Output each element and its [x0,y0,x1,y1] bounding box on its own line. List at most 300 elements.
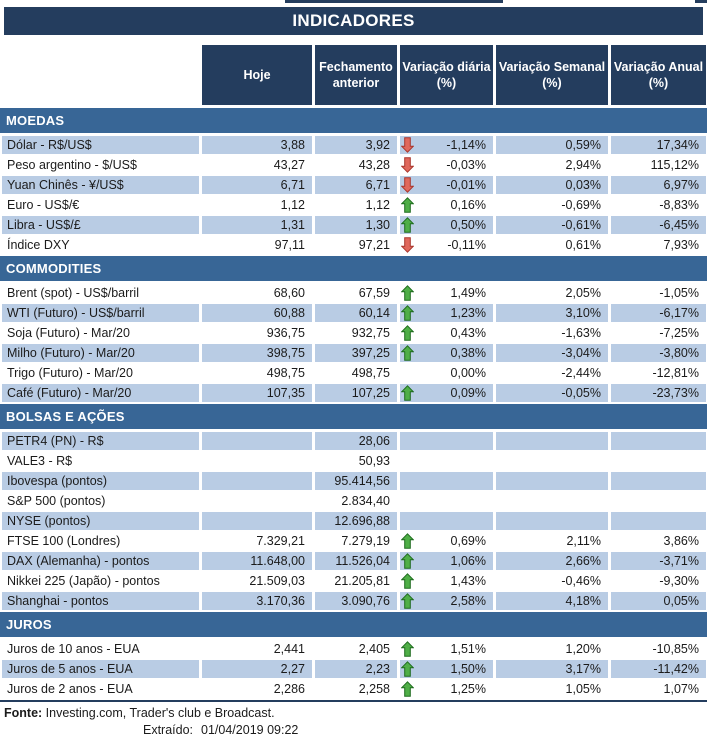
table-row [0,532,707,550]
hoje-cell [202,592,312,610]
cell-value: -11,42% [653,662,699,676]
up-arrow-icon [401,553,414,569]
table-row [0,136,707,154]
cell-value: 936,75 [266,326,305,340]
variacao-semanal-cell [496,344,608,362]
variacao-semanal-cell [496,552,608,570]
cell-value: -10,85% [652,642,699,656]
cell-value: -3,80% [659,346,699,360]
cell-value: -6,45% [659,218,699,232]
cell-value: 3,86% [663,534,699,548]
variacao-diaria-cell [400,592,493,610]
variacao-semanal-cell [496,680,608,698]
fechamento-anterior-cell [315,136,397,154]
variacao-semanal-cell [496,572,608,590]
cell-value: 11.648,00 [250,554,305,568]
variacao-diaria-cell [400,284,493,302]
variacao-semanal-cell [496,236,608,254]
hoje-cell [202,492,312,510]
variacao-semanal-cell [496,216,608,234]
cell-value: -0,01% [446,178,486,192]
fechamento-anterior-cell [315,156,397,174]
fechamento-anterior-cell [315,572,397,590]
row-label: Nikkei 225 (Japão) - pontos [7,574,160,588]
cell-value: 2,94% [565,158,601,172]
up-arrow-icon [401,681,414,697]
cell-value: 0,50% [450,218,486,232]
cell-value: 1,07% [663,682,699,696]
variacao-diaria-cell [400,492,493,510]
variacao-semanal-cell [496,384,608,402]
row-label: Trigo (Futuro) - Mar/20 [7,366,133,380]
variacao-anual-cell [611,472,706,490]
cell-value: 3.090,76 [341,594,390,608]
cell-value: 21.509,03 [249,574,305,588]
hoje-cell [202,196,312,214]
cell-value: 107,35 [266,386,305,400]
hoje-cell [202,432,312,450]
cell-value: 1,05% [565,682,601,696]
table-row [0,432,707,450]
column-header-hoje: Hoje [202,45,312,105]
cell-value: 43,27 [273,158,305,172]
variacao-diaria-cell [400,324,493,342]
variacao-semanal-cell [496,472,608,490]
table-row [0,472,707,490]
cell-value: 28,06 [358,434,390,448]
hoje-cell [202,304,312,322]
row-label: WTI (Futuro) - US$/barril [2,304,199,322]
cell-value: 68,60 [273,286,305,300]
fechamento-anterior-cell [315,532,397,550]
hoje-cell [202,532,312,550]
cell-value: 1,06% [450,554,486,568]
fechamento-anterior-cell [315,552,397,570]
cell-value: 107,25 [351,386,390,400]
hoje-cell [202,472,312,490]
row-label: Libra - US$/£ [2,216,199,234]
variacao-semanal-cell [496,660,608,678]
variacao-diaria-cell [400,512,493,530]
up-arrow-icon [401,217,414,233]
cell-value: 1,12 [365,198,390,212]
cell-value: 1,31 [280,218,305,232]
column-header-variacao-anual: Variação Anual (%) [611,45,706,105]
section-header-moedas: MOEDAS [0,108,707,133]
hoje-cell [202,136,312,154]
fechamento-anterior-cell [315,284,397,302]
table-row [0,552,707,570]
cell-value: 0,59% [565,138,601,152]
cell-value: -9,30% [659,574,699,588]
hoje-cell [202,216,312,234]
variacao-diaria-cell [400,660,493,678]
variacao-anual-cell [611,364,706,382]
cell-value: 1,43% [450,574,486,588]
cell-value: 11.526,04 [335,554,390,568]
table-row [0,236,707,254]
variacao-anual-cell [611,304,706,322]
variacao-anual-cell [611,324,706,342]
variacao-diaria-cell [400,680,493,698]
cell-value: 67,59 [358,286,390,300]
variacao-diaria-cell [400,136,493,154]
hoje-cell [202,324,312,342]
fechamento-anterior-cell [315,472,397,490]
column-header-row [0,45,707,105]
down-arrow-icon [401,177,414,193]
column-header-variacao-semanal: Variação Semanal (%) [496,45,608,105]
column-header-variacao-diaria: Variação diária (%) [400,45,493,105]
cell-value: 1,25% [450,682,486,696]
hoje-cell [202,660,312,678]
cell-value: 21.205,81 [334,574,390,588]
down-arrow-icon [401,137,414,153]
variacao-anual-cell [611,176,706,194]
variacao-anual-cell [611,432,706,450]
table-row [0,680,707,698]
hoje-cell [202,640,312,658]
fechamento-anterior-cell [315,196,397,214]
source-label: Fonte: [4,706,43,720]
variacao-semanal-cell [496,532,608,550]
variacao-semanal-cell [496,452,608,470]
cell-value: 3.170,36 [256,594,305,608]
variacao-semanal-cell [496,196,608,214]
table-row [0,304,707,322]
cell-value: 1,30 [365,218,390,232]
cell-value: 2,258 [358,682,390,696]
down-arrow-icon [401,237,414,253]
table-row [0,592,707,610]
table-row [0,284,707,302]
table-row [0,572,707,590]
row-label: Juros de 2 anos - EUA [7,682,133,696]
fechamento-anterior-cell [315,432,397,450]
cell-value: 6,71 [280,178,305,192]
fechamento-anterior-cell [315,512,397,530]
cell-value: 1,20% [565,642,601,656]
cell-value: 50,93 [358,454,390,468]
cell-value: 7.279,19 [341,534,390,548]
variacao-anual-cell [611,492,706,510]
variacao-semanal-cell [496,304,608,322]
variacao-semanal-cell [496,176,608,194]
down-arrow-icon [401,157,414,173]
variacao-diaria-cell [400,452,493,470]
variacao-anual-cell [611,156,706,174]
hoje-cell [202,572,312,590]
cell-value: -0,61% [561,218,601,232]
variacao-anual-cell [611,640,706,658]
row-label: Café (Futuro) - Mar/20 [2,384,199,402]
variacao-diaria-cell [400,572,493,590]
variacao-anual-cell [611,660,706,678]
fechamento-anterior-cell [315,492,397,510]
variacao-diaria-cell [400,344,493,362]
cell-value: -0,03% [446,158,486,172]
fechamento-anterior-cell [315,216,397,234]
row-label: DAX (Alemanha) - pontos [2,552,199,570]
cell-value: 2,405 [358,642,390,656]
cell-value: 95.414,56 [334,474,390,488]
source-text: Investing.com, Trader's club e Broadcast. [42,706,275,720]
variacao-anual-cell [611,512,706,530]
cell-value: 0,05% [663,594,699,608]
cell-value: -6,17% [659,306,699,320]
footer [0,702,707,737]
cell-value: 4,18% [565,594,601,608]
variacao-semanal-cell [496,592,608,610]
hoje-cell [202,236,312,254]
up-arrow-icon [401,345,414,361]
table-row [0,512,707,530]
cell-value: 498,75 [351,366,390,380]
hoje-cell [202,344,312,362]
extracted-line [143,723,707,737]
variacao-anual-cell [611,532,706,550]
cell-value: -0,46% [561,574,601,588]
hoje-cell [202,364,312,382]
cell-value: 97,11 [274,238,305,252]
variacao-diaria-cell [400,472,493,490]
cell-value: -12,81% [652,366,699,380]
cell-value: 3,92 [365,138,390,152]
cell-value: 6,97% [663,178,699,192]
fechamento-anterior-cell [315,660,397,678]
cell-value: 60,14 [358,306,390,320]
row-label: Brent (spot) - US$/barril [7,286,139,300]
table-row [0,156,707,174]
variacao-diaria-cell [400,176,493,194]
row-label: Milho (Futuro) - Mar/20 [2,344,199,362]
cell-value: -8,83% [659,198,699,212]
variacao-semanal-cell [496,512,608,530]
fechamento-anterior-cell [315,592,397,610]
variacao-anual-cell [611,216,706,234]
row-label: Dólar - R$/US$ [2,136,199,154]
cell-value: 12.696,88 [334,514,390,528]
indicators-table-body [0,108,707,698]
hoje-cell [202,552,312,570]
cell-value: 2.834,40 [341,494,390,508]
table-row [0,452,707,470]
column-header-fechamento: Fechamento anterior [315,45,397,105]
variacao-anual-cell [611,136,706,154]
cell-value: 3,88 [280,138,305,152]
table-row [0,324,707,342]
section-header-juros: JUROS [0,612,707,637]
up-arrow-icon [401,641,414,657]
table-row [0,384,707,402]
row-label: Ibovespa (pontos) [2,472,199,490]
cell-value: 2,11% [566,534,601,548]
row-label: NYSE (pontos) [2,512,199,530]
hoje-cell [202,156,312,174]
fechamento-anterior-cell [315,344,397,362]
variacao-semanal-cell [496,156,608,174]
cell-value: 932,75 [351,326,390,340]
cell-value: 1,49% [450,286,486,300]
cell-value: 2,286 [273,682,305,696]
table-row [0,216,707,234]
variacao-semanal-cell [496,284,608,302]
cell-value: -23,73% [652,386,699,400]
row-label: Euro - US$/€ [7,198,80,212]
cell-value: -2,44% [561,366,601,380]
header-spacer [2,45,199,105]
row-label: VALE3 - R$ [7,454,73,468]
cell-value: 7,93% [663,238,699,252]
cell-value: 0,43% [450,326,486,340]
row-label: Peso argentino - $/US$ [7,158,137,172]
cell-value: -0,11% [447,238,486,252]
cell-value: 1,12 [280,198,305,212]
cell-value: 7.329,21 [256,534,305,548]
up-arrow-icon [401,305,414,321]
page-title: INDICADORES [4,7,703,35]
table-row [0,344,707,362]
cell-value: 0,09% [450,386,486,400]
indicators-table [0,45,707,737]
cell-value: 60,88 [273,306,305,320]
variacao-anual-cell [611,196,706,214]
cell-value: 398,75 [266,346,305,360]
fechamento-anterior-cell [315,304,397,322]
variacao-anual-cell [611,572,706,590]
hoje-cell [202,384,312,402]
row-label: Índice DXY [7,238,70,252]
up-arrow-icon [401,385,414,401]
cell-value: 97,21 [358,238,390,252]
variacao-anual-cell [611,452,706,470]
cell-value: 17,34% [656,138,699,152]
up-arrow-icon [401,573,414,589]
cell-value: 2,27 [280,662,305,676]
cell-value: -1,63% [561,326,601,340]
variacao-semanal-cell [496,640,608,658]
fechamento-anterior-cell [315,176,397,194]
variacao-anual-cell [611,284,706,302]
cell-value: 2,441 [273,642,305,656]
cell-value: -1,05% [659,286,699,300]
variacao-anual-cell [611,552,706,570]
cell-value: 6,71 [365,178,390,192]
up-arrow-icon [401,533,414,549]
variacao-semanal-cell [496,364,608,382]
table-row [0,176,707,194]
variacao-diaria-cell [400,640,493,658]
cell-value: 3,10% [565,306,601,320]
variacao-diaria-cell [400,364,493,382]
cell-value: 43,28 [358,158,390,172]
cell-value: 115,12% [650,158,699,172]
cell-value: 2,66% [565,554,601,568]
fechamento-anterior-cell [315,384,397,402]
variacao-diaria-cell [400,304,493,322]
row-label: Juros de 10 anos - EUA [7,642,140,656]
cell-value: 1,50% [450,662,486,676]
cell-value: 2,23 [365,662,390,676]
fechamento-anterior-cell [315,640,397,658]
variacao-anual-cell [611,384,706,402]
up-arrow-icon [401,593,414,609]
variacao-diaria-cell [400,156,493,174]
table-row [0,492,707,510]
cell-value: 0,03% [565,178,601,192]
up-arrow-icon [401,197,414,213]
hoje-cell [202,176,312,194]
cell-value: 397,25 [351,346,390,360]
cell-value: 0,61% [565,238,601,252]
hoje-cell [202,680,312,698]
variacao-semanal-cell [496,492,608,510]
fechamento-anterior-cell [315,680,397,698]
fechamento-anterior-cell [315,364,397,382]
cell-value: 498,75 [266,366,305,380]
cell-value: 1,51% [450,642,486,656]
cell-value: -7,25% [659,326,699,340]
cell-value: -0,69% [561,198,601,212]
fechamento-anterior-cell [315,452,397,470]
section-header-bolsas-e-a-es: BOLSAS E AÇÕES [0,404,707,429]
cell-value: -3,04% [561,346,601,360]
cell-value: -3,71% [659,554,699,568]
row-label: PETR4 (PN) - R$ [2,432,199,450]
hoje-cell [202,512,312,530]
top-border-artifact-right [695,0,707,3]
hoje-cell [202,284,312,302]
cell-value: 2,58% [450,594,486,608]
fechamento-anterior-cell [315,236,397,254]
variacao-diaria-cell [400,552,493,570]
extracted-timestamp: 01/04/2019 09:22 [201,723,299,737]
extracted-label: Extraído: [143,723,194,737]
cell-value: 0,38% [450,346,486,360]
cell-value: 1,23% [450,306,486,320]
variacao-diaria-cell [400,196,493,214]
table-row [0,660,707,678]
row-label: FTSE 100 (Londres) [7,534,121,548]
row-label: Yuan Chinês - ¥/US$ [2,176,199,194]
cell-value: 0,69% [450,534,486,548]
cell-value: 0,16% [450,198,486,212]
variacao-diaria-cell [400,432,493,450]
variacao-anual-cell [611,680,706,698]
cell-value: 2,05% [565,286,601,300]
row-label: Soja (Futuro) - Mar/20 [7,326,130,340]
section-header-commodities: COMMODITIES [0,256,707,281]
cell-value: 3,17% [565,662,601,676]
variacao-anual-cell [611,344,706,362]
cell-value: -0,05% [561,386,601,400]
up-arrow-icon [401,661,414,677]
row-label: S&P 500 (pontos) [7,494,106,508]
up-arrow-icon [401,325,414,341]
variacao-semanal-cell [496,324,608,342]
variacao-diaria-cell [400,236,493,254]
variacao-anual-cell [611,592,706,610]
table-row [0,364,707,382]
cell-value: -1,14% [446,138,486,152]
variacao-diaria-cell [400,384,493,402]
variacao-diaria-cell [400,532,493,550]
up-arrow-icon [401,285,414,301]
variacao-semanal-cell [496,136,608,154]
cell-value: 0,00% [450,366,486,380]
table-row [0,196,707,214]
top-border-artifact [285,0,503,3]
